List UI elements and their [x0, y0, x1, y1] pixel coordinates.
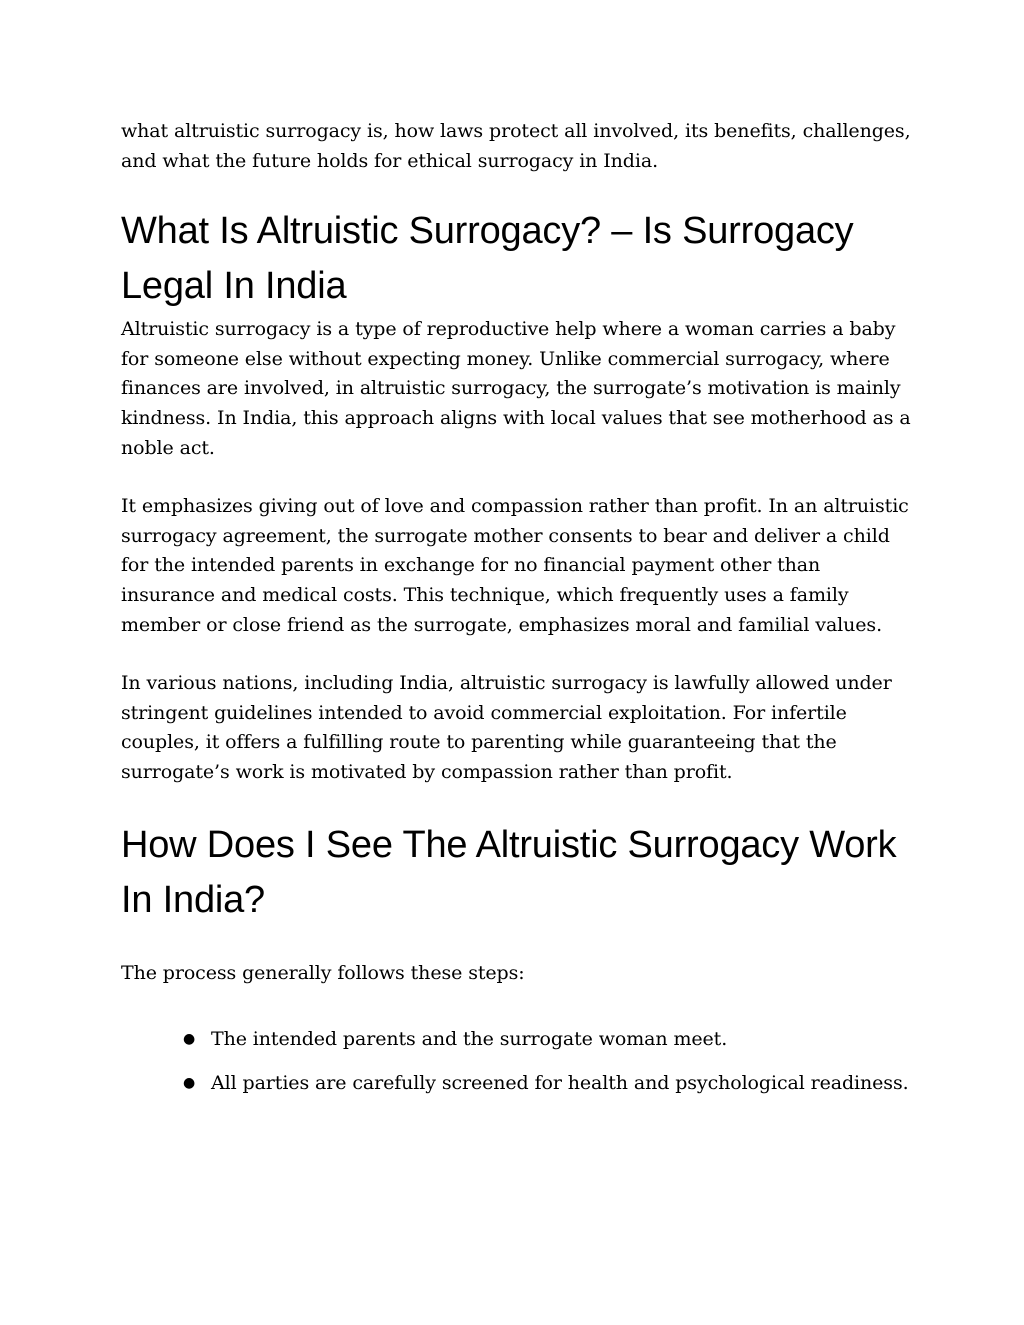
intro-paragraph: what altruistic surrogacy is, how laws protect all involved, its benefits, challenges, and what the future holds for ethical surrogacy in India. — [121, 120, 911, 172]
paragraph-legal-status: In various nations, including India, altruistic surrogacy is lawfully allowed under stringent guidelines intended to avoid commercial exploitation. For infertile couples, it offers a fulfilling route to parenting while guaranteeing that the surrogate’s work is motivated by compassion rather than profit. — [121, 672, 892, 783]
bullet-icon: ● — [183, 1074, 196, 1091]
list-item-text: The intended parents and the surrogate woman meet. — [211, 1028, 728, 1051]
steps-list — [121, 1018, 911, 1105]
paragraph-compassion: It emphasizes giving out of love and compassion rather than profit. In an altruistic surrogacy agreement, the surrogate mother consents to bear and deliver a child for the intended parents in exchange for no financial payment other than insurance and medical costs. This technique, which frequently uses a family member or close friend as the surrogate, emphasizes moral and familial values. — [121, 495, 909, 636]
list-item — [183, 1018, 911, 1062]
steps-intro: The process generally follows these steps: — [121, 961, 525, 984]
paragraph-definition: Altruistic surrogacy is a type of reproductive help where a woman carries a baby for someone else without expecting money. Unlike commercial surrogacy, where finances are involved, in altruistic surrogacy, the surrogate’s motivation is mainly kindness. In India, this approach aligns with local values that see motherhood as a noble act. — [121, 318, 911, 459]
bullet-icon: ● — [183, 1031, 196, 1048]
section-heading-how-it-works: How Does I See The Altruistic Surrogacy Work In India? — [121, 823, 897, 921]
list-item — [183, 1062, 911, 1106]
section-heading-what-is: What Is Altruistic Surrogacy? – Is Surrogacy Legal In India — [121, 210, 854, 308]
list-item-text: All parties are carefully screened for health and psychological readiness. — [211, 1071, 909, 1094]
document-page — [121, 117, 911, 1105]
